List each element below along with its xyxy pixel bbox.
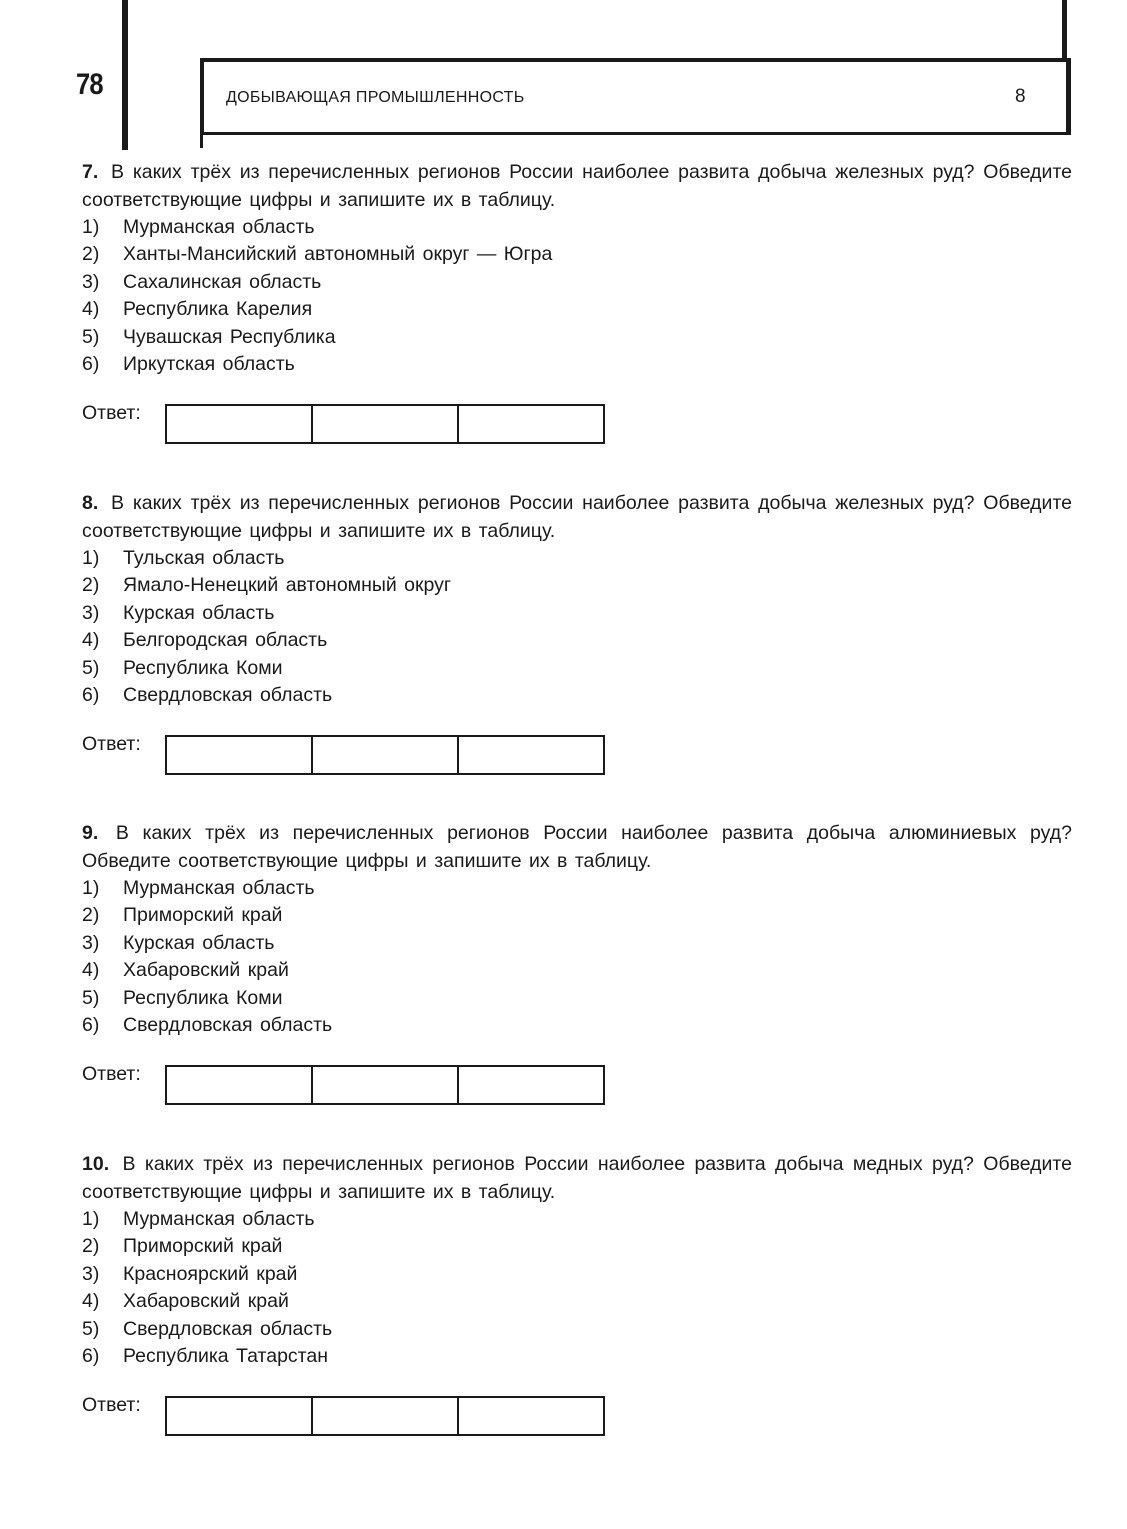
option-label: Приморский край (123, 1235, 283, 1258)
option-label: Иркутская область (123, 353, 295, 376)
option-number: 4) (82, 298, 100, 321)
question-text (82, 489, 1072, 545)
option-label: Приморский край (123, 904, 283, 927)
option-item[interactable] (82, 1261, 1072, 1288)
option-label: Хабаровский край (123, 959, 289, 982)
answer-cell-1[interactable] (167, 1067, 313, 1103)
question-number: 7. (82, 161, 99, 183)
answer-cell-2[interactable] (313, 406, 459, 442)
option-label: Свердловская область (123, 1317, 333, 1340)
option-label: Республика Коми (123, 656, 283, 679)
question-body: В каких трёх из перечисленных регионов России наиболее развита добыча железных руд? Обведите соответствующие цифры и запишите их в таблицу. (82, 492, 1073, 542)
question-7 (82, 158, 1072, 442)
option-label: Ханты-Мансийский автономный округ — Югра (123, 243, 553, 266)
answer-cell-3[interactable] (459, 737, 603, 773)
options-list (82, 214, 1072, 378)
option-number: 4) (82, 629, 100, 652)
option-label: Свердловская область (123, 684, 333, 707)
option-label: Свердловская область (123, 1014, 333, 1037)
option-item[interactable] (82, 1233, 1072, 1260)
option-number: 3) (82, 270, 100, 293)
option-number: 5) (82, 656, 100, 679)
question-10 (82, 1150, 1072, 1434)
option-label: Курская область (123, 931, 275, 954)
answer-row (82, 400, 1072, 442)
option-label: Тульская область (123, 547, 285, 569)
answer-label: Ответ: (82, 733, 141, 756)
option-item[interactable] (82, 545, 1072, 572)
answer-cell-1[interactable] (167, 406, 313, 442)
answer-cell-2[interactable] (313, 1398, 459, 1434)
option-number: 2) (82, 574, 100, 597)
option-item[interactable] (82, 902, 1072, 929)
option-number: 4) (82, 1290, 100, 1313)
option-item[interactable] (82, 324, 1072, 351)
answer-table (165, 404, 605, 444)
question-body: В каких трёх из перечисленных регионов России наиболее развита добыча медных руд? Обведите соответствующие цифры и запишите их в таблицу. (82, 1153, 1072, 1203)
option-number: 1) (82, 216, 100, 238)
option-label: Хабаровский край (123, 1290, 289, 1313)
option-number: 3) (82, 931, 100, 954)
answer-table (165, 735, 605, 775)
section-title: ДОБЫВАЮЩАЯ ПРОМЫШЛЕННОСТЬ (226, 89, 525, 106)
question-9 (82, 819, 1072, 1103)
question-text (82, 819, 1072, 875)
option-item[interactable] (82, 985, 1072, 1012)
answer-cell-1[interactable] (167, 737, 313, 773)
option-item[interactable] (82, 875, 1072, 902)
options-list (82, 1206, 1072, 1370)
option-item[interactable] (82, 214, 1072, 241)
option-item[interactable] (82, 957, 1072, 984)
option-item[interactable] (82, 627, 1072, 654)
question-number: 10. (82, 1153, 110, 1175)
page-spine-line (122, 0, 128, 150)
option-label: Чувашская Республика (123, 325, 336, 348)
option-item[interactable] (82, 655, 1072, 682)
option-number: 2) (82, 1235, 100, 1258)
option-number: 1) (82, 877, 100, 899)
option-number: 6) (82, 353, 100, 376)
option-number: 4) (82, 959, 100, 982)
answer-cell-3[interactable] (459, 406, 603, 442)
option-number: 1) (82, 1208, 100, 1230)
option-number: 2) (82, 243, 100, 266)
option-label: Республика Карелия (123, 298, 313, 321)
option-number: 2) (82, 904, 100, 927)
option-item[interactable] (82, 682, 1072, 709)
option-number: 6) (82, 684, 100, 707)
option-item[interactable] (82, 1343, 1072, 1370)
option-label: Красноярский край (123, 1262, 298, 1285)
option-item[interactable] (82, 1012, 1072, 1039)
question-text (82, 1150, 1072, 1206)
option-item[interactable] (82, 600, 1072, 627)
answer-label: Ответ: (82, 1063, 141, 1086)
option-item[interactable] (82, 296, 1072, 323)
question-number: 8. (82, 492, 99, 514)
option-label: Мурманская область (123, 877, 315, 899)
answer-cell-3[interactable] (459, 1398, 603, 1434)
option-item[interactable] (82, 1206, 1072, 1233)
option-label: Белгородская область (123, 629, 328, 652)
question-number: 9. (82, 822, 99, 844)
option-label: Мурманская область (123, 1208, 315, 1230)
option-number: 5) (82, 325, 100, 348)
answer-label: Ответ: (82, 1394, 141, 1417)
option-number: 5) (82, 986, 100, 1009)
header-tick-line (200, 128, 203, 148)
answer-table (165, 1396, 605, 1436)
options-list (82, 875, 1072, 1039)
option-item[interactable] (82, 269, 1072, 296)
option-item[interactable] (82, 351, 1072, 378)
option-item[interactable] (82, 1288, 1072, 1315)
question-text (82, 158, 1072, 214)
option-number: 3) (82, 1262, 100, 1285)
answer-cell-2[interactable] (313, 1067, 459, 1103)
option-item[interactable] (82, 241, 1072, 268)
question-body: В каких трёх из перечисленных регионов России наиболее развита добыча алюминиевых руд? Обведите соответствующие цифры и запишите их в таблицу. (82, 822, 1072, 872)
answer-cell-2[interactable] (313, 737, 459, 773)
question-body: В каких трёх из перечисленных регионов России наиболее развита добыча железных руд? Обведите соответствующие цифры и запишите их в таблицу. (82, 161, 1073, 211)
option-item[interactable] (82, 572, 1072, 599)
section-number: 8 (1015, 86, 1026, 107)
question-8 (82, 489, 1072, 773)
answer-table (165, 1065, 605, 1105)
answer-cell-3[interactable] (459, 1067, 603, 1103)
answer-row (82, 1392, 1072, 1434)
option-item[interactable] (82, 930, 1072, 957)
option-item[interactable] (82, 1316, 1072, 1343)
option-label: Сахалинская область (123, 270, 322, 293)
option-number: 3) (82, 601, 100, 624)
option-label: Ямало-Ненецкий автономный округ (123, 574, 452, 597)
option-number: 5) (82, 1317, 100, 1340)
options-list (82, 545, 1072, 709)
header-right-line (1062, 0, 1067, 62)
page-number: 78 (76, 68, 103, 101)
option-number: 6) (82, 1014, 100, 1037)
option-label: Курская область (123, 601, 275, 624)
answer-row (82, 1061, 1072, 1103)
option-label: Республика Коми (123, 986, 283, 1009)
option-number: 6) (82, 1345, 100, 1368)
option-label: Мурманская область (123, 216, 315, 238)
answer-label: Ответ: (82, 402, 141, 425)
answer-row (82, 731, 1072, 773)
option-label: Республика Татарстан (123, 1345, 328, 1368)
option-number: 1) (82, 547, 100, 569)
answer-cell-1[interactable] (167, 1398, 313, 1434)
